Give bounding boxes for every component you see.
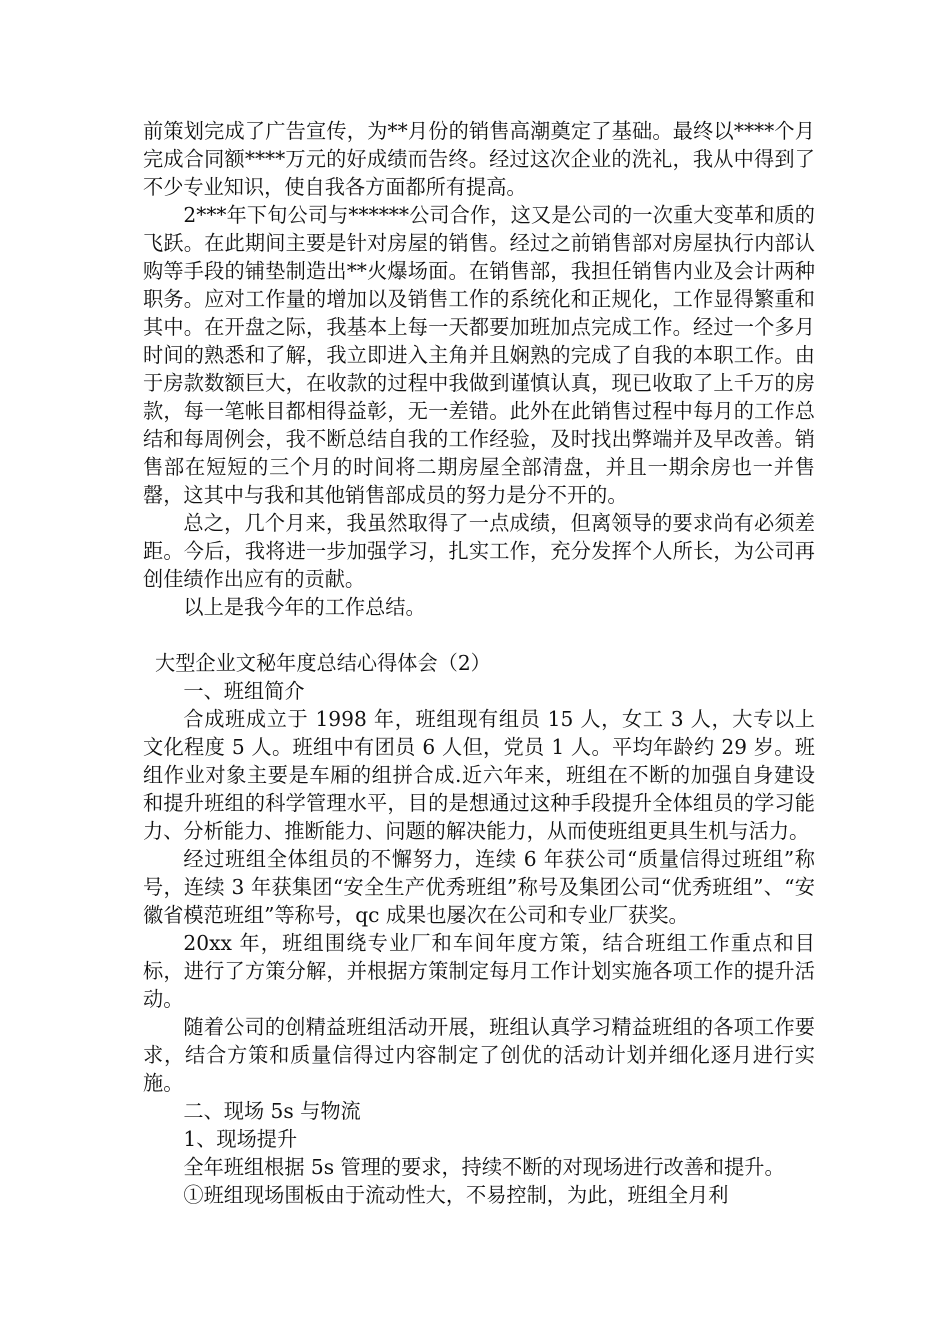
- section-title: 大型企业文秘年度总结心得体会（2）: [155, 651, 491, 675]
- subheading: 一、班组简介: [183, 679, 305, 703]
- paragraph: 以上是我今年的工作总结。: [183, 595, 426, 619]
- paragraph: 经过班组全体组员的不懈努力，连续 6 年获公司“质量信得过班组”称号，连续 3 年获集团“安全生产优秀班组”称号及集团公司“优秀班组”、“安徽省模范班组”等称号，qc 成果也屡次在公司和专业厂获奖。: [143, 847, 815, 927]
- paragraph: ①班组现场围板由于流动性大，不易控制，为此，班组全月利: [183, 1183, 729, 1207]
- paragraph: 全年班组根据 5s 管理的要求，持续不断的对现场进行改善和提升。: [183, 1155, 785, 1179]
- paragraph: 前策划完成了广告宣传，为**月份的销售高潮奠定了基础。最终以****个月完成合同额****万元的好成绩而告终。经过这次企业的洗礼，我从中得到了不少专业知识，使自我各方面都所有提高。: [143, 119, 815, 199]
- paragraph: 总之，几个月来，我虽然取得了一点成绩，但离领导的要求尚有必须差距。今后，我将进一步加强学习，扎实工作，充分发挥个人所长，为公司再创佳绩作出应有的贡献。: [143, 511, 815, 591]
- subheading: 二、现场 5s 与物流: [183, 1099, 361, 1123]
- paragraph: 合成班成立于 1998 年，班组现有组员 15 人，女工 3 人，大专以上文化程度 5 人。班组中有团员 6 人但，党员 1 人。平均年龄约 29 岁。班组作业对象主要是车厢的组拼合成.近六年来，班组在不断的加强自身建设和提升班组的科学管理水平，目的是想通过这种手段提升全体组员的学习能力、分析能力、推断能力、问题的解决能力，从而使班组更具生机与活力。: [143, 707, 815, 843]
- paragraph: 随着公司的创精益班组活动开展，班组认真学习精益班组的各项工作要求，结合方策和质量信得过内容制定了创优的活动计划并细化逐月进行实施。: [143, 1015, 815, 1095]
- blank-line: [143, 621, 815, 649]
- paragraph: 20xx 年，班组围绕专业厂和车间年度方策，结合班组工作重点和目标，进行了方策分解，并根据方策制定每月工作计划实施各项工作的提升活动。: [143, 931, 815, 1011]
- paragraph: 2***年下旬公司与******公司合作，这又是公司的一次重大变革和质的飞跃。在此期间主要是针对房屋的销售。经过之前销售部对房屋执行内部认购等手段的铺垫制造出**火爆场面。在销售部，我担任销售内业及会计两种职务。应对工作量的增加以及销售工作的系统化和正规化，工作显得繁重和其中。在开盘之际，我基本上每一天都要加班加点完成工作。经过一个多月时间的熟悉和了解，我立即进入主角并且娴熟的完成了自我的本职工作。由于房款数额巨大，在收款的过程中我做到谨慎认真，现已收取了上千万的房款，每一笔帐目都相得益彰，无一差错。此外在此销售过程中每月的工作总结和每周例会，我不断总结自我的工作经验，及时找出弊端并及早改善。销售部在短短的三个月的时间将二期房屋全部清盘，并且一期余房也一并售罄，这其中与我和其他销售部成员的努力是分不开的。: [143, 203, 815, 507]
- subheading: 1、现场提升: [183, 1127, 298, 1151]
- document-page: [143, 117, 815, 1209]
